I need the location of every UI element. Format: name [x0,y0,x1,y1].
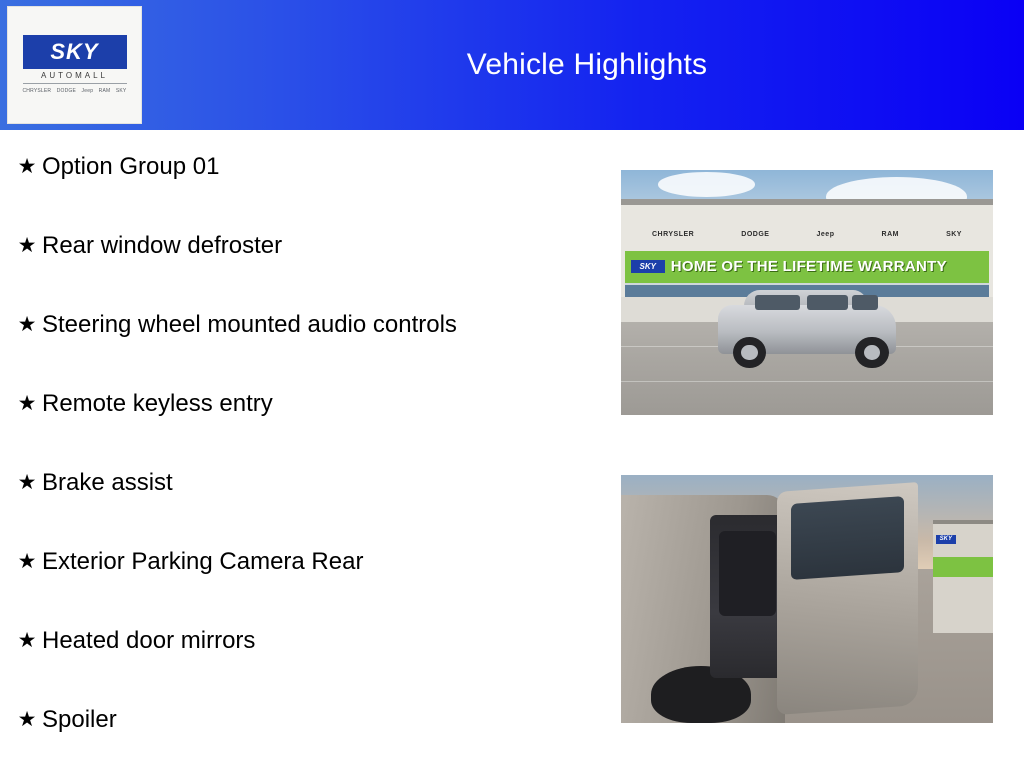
list-item [0,310,600,389]
star-bullet-icon: ★ [17,629,37,652]
list-item [0,152,600,231]
logo-divider [23,83,127,84]
feature-label: Option Group 01 [42,153,220,180]
star-bullet-icon: ★ [17,471,37,494]
star-bullet-icon: ★ [17,155,37,178]
vehicle-rear-wheel [855,337,888,369]
list-item [0,705,600,784]
star-bullet-icon: ★ [17,708,37,731]
logo-wordmark: SKY [23,35,127,69]
logo-brand-sky: SKY [115,88,127,94]
star-bullet-icon: ★ [17,313,37,336]
building-brand-chrysler: CHRYSLER [651,231,695,239]
lot-seam [621,381,993,382]
logo-brand-jeep: Jeep [81,88,94,94]
background-green-band [933,557,993,577]
logo-subtitle: AUTOMALL [41,71,108,80]
vehicle-features-list [0,140,600,760]
door-window [791,497,904,581]
logo-brand-ram: RAM [98,88,111,94]
feature-label: Spoiler [42,706,117,733]
feature-label: Heated door mirrors [42,627,256,654]
feature-label: Exterior Parking Camera Rear [42,548,364,575]
building-brand-dodge: DODGE [741,231,770,239]
cloud-shape [658,172,755,197]
building-roofline [621,199,993,205]
vehicle-window [755,295,800,310]
star-bullet-icon: ★ [17,234,37,257]
logo-brand-row [23,88,127,95]
list-item [0,389,600,468]
vehicle-window [852,295,878,310]
list-item [0,231,600,310]
banner-caption: HOME OF THE LIFETIME WARRANTY [670,258,947,276]
feature-label: Remote keyless entry [42,390,273,417]
building-brand-ram: RAM [881,231,899,239]
background-sky-badge: SKY [936,535,956,544]
building-brand-sky: SKY [946,231,962,239]
warranty-banner [625,251,990,283]
feature-label: Rear window defroster [42,232,283,259]
logo-brand-dodge: DODGE [56,88,77,94]
list-item [0,626,600,705]
dealership-exterior-photo [621,170,993,415]
open-rear-door [777,482,918,715]
list-item [0,547,600,626]
list-item [0,468,600,547]
star-bullet-icon: ★ [17,392,37,415]
logo-brand-chrysler: CHRYSLER [22,88,52,94]
building-brand-strip [628,224,985,246]
building-brand-jeep: Jeep [816,231,835,239]
front-seat [719,531,776,616]
dealer-logo [7,6,142,124]
feature-label: Steering wheel mounted audio controls [42,311,457,338]
vehicle-open-door-photo [621,475,993,723]
feature-label: Brake assist [42,469,173,496]
dealer-logo-inner [23,35,127,95]
page-title: Vehicle Highlights [466,48,708,81]
slide-header [0,0,1024,130]
banner-sky-badge: SKY [631,260,665,273]
vehicle-window [807,295,848,310]
star-bullet-icon: ★ [17,550,37,573]
